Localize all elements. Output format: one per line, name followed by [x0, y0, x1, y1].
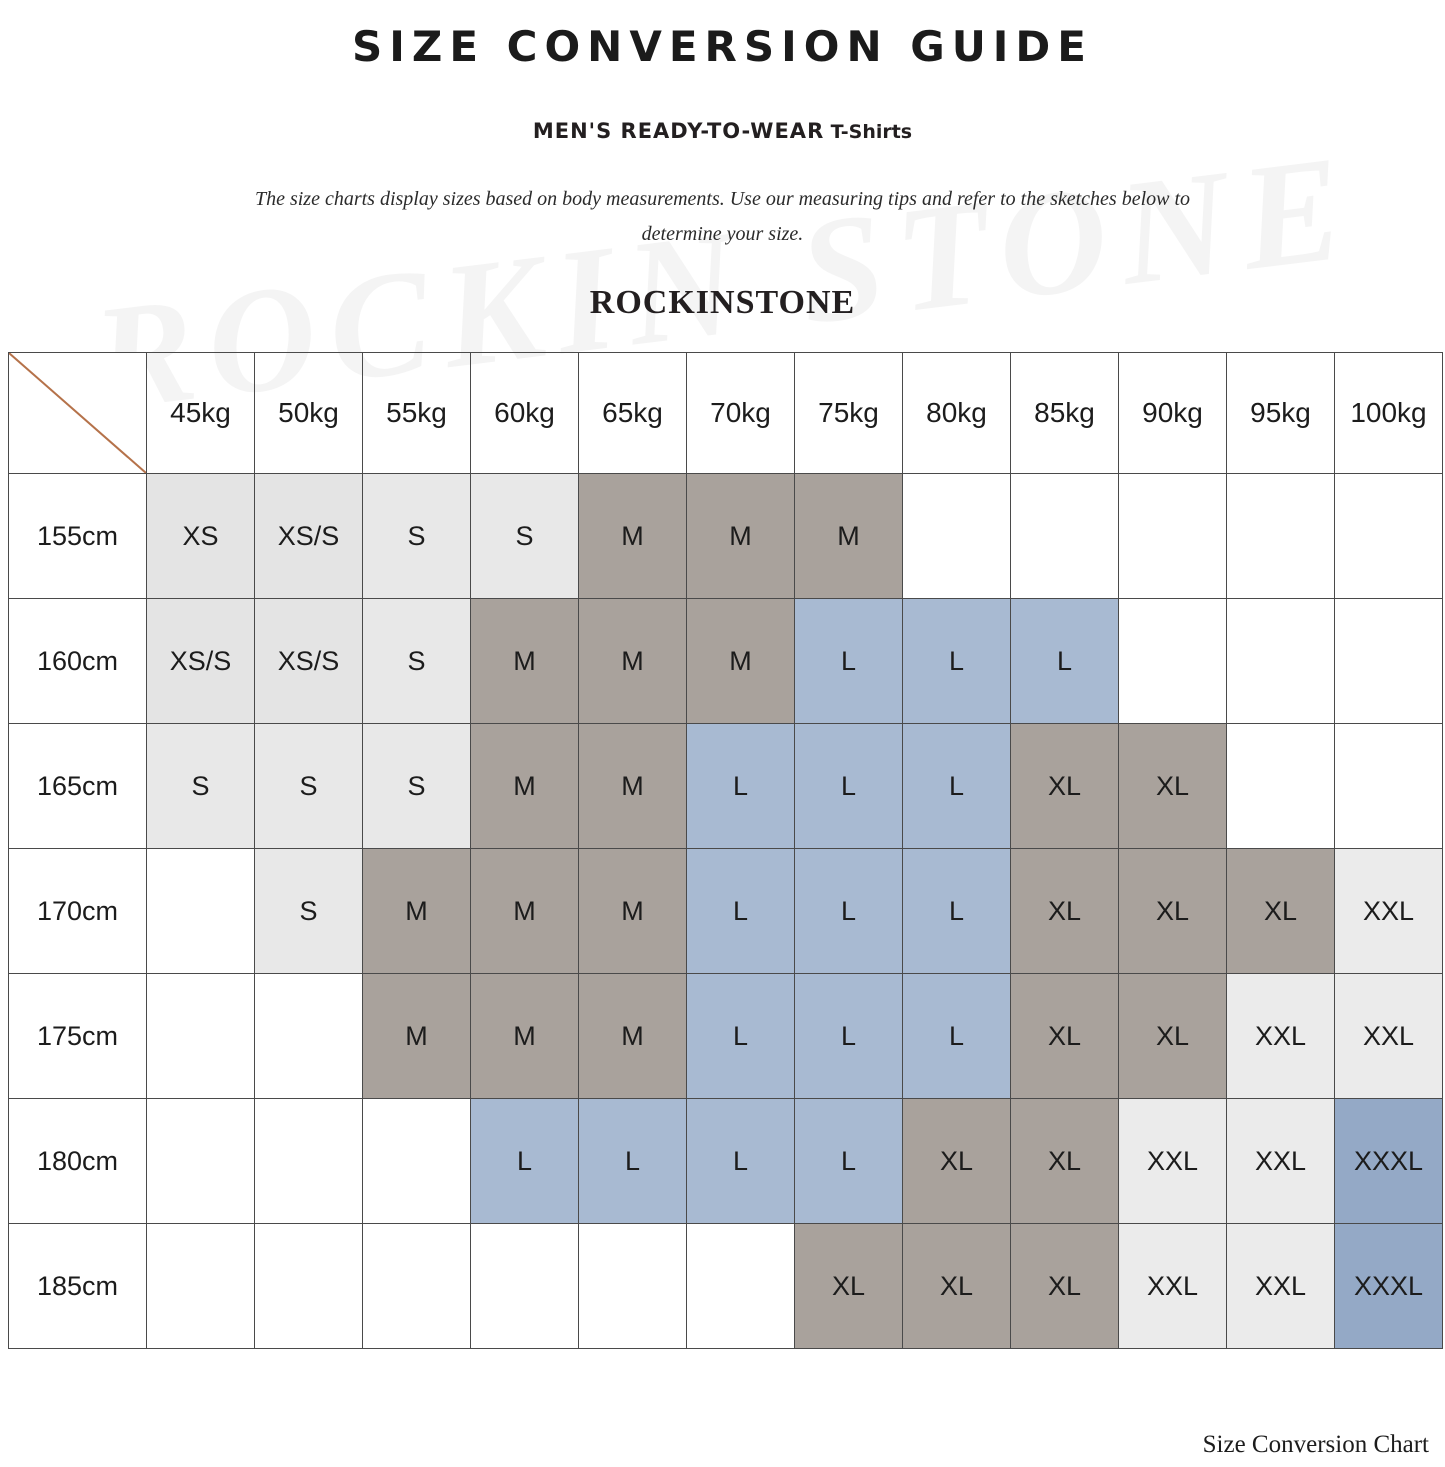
table-row — [9, 849, 1443, 974]
size-cell: L — [903, 849, 1011, 974]
size-cell: L — [687, 849, 795, 974]
column-header: 45kg — [147, 353, 255, 474]
size-cell: XL — [1119, 974, 1227, 1099]
size-cell: L — [903, 724, 1011, 849]
size-cell: M — [579, 849, 687, 974]
size-cell: M — [687, 474, 795, 599]
size-cell: XL — [1011, 849, 1119, 974]
size-cell: L — [687, 724, 795, 849]
size-cell: XXL — [1119, 1099, 1227, 1224]
column-header: 90kg — [1119, 353, 1227, 474]
subtitle-category: MEN'S READY-TO-WEAR — [532, 119, 825, 143]
size-cell — [579, 1224, 687, 1349]
row-header: 160cm — [9, 599, 147, 724]
size-cell: S — [363, 724, 471, 849]
size-cell — [255, 1099, 363, 1224]
row-header: 175cm — [9, 974, 147, 1099]
size-cell — [1227, 724, 1335, 849]
column-header: 50kg — [255, 353, 363, 474]
table-header-row — [9, 353, 1443, 474]
size-cell — [1335, 599, 1443, 724]
table-row — [9, 599, 1443, 724]
size-cell: M — [687, 599, 795, 724]
size-cell: L — [795, 1099, 903, 1224]
size-cell: M — [363, 974, 471, 1099]
size-cell: S — [255, 724, 363, 849]
footer-caption: Size Conversion Chart — [1202, 1431, 1429, 1458]
size-cell — [1335, 724, 1443, 849]
size-cell: M — [579, 474, 687, 599]
table-row — [9, 1224, 1443, 1349]
size-cell: XL — [1119, 724, 1227, 849]
size-cell: S — [471, 474, 579, 599]
page-title: SIZE CONVERSION GUIDE — [352, 22, 1093, 71]
size-cell: L — [795, 849, 903, 974]
size-cell — [471, 1224, 579, 1349]
diagonal-divider-icon — [9, 353, 146, 473]
size-cell: XL — [795, 1224, 903, 1349]
column-header: 85kg — [1011, 353, 1119, 474]
size-cell — [363, 1224, 471, 1349]
size-cell: M — [471, 849, 579, 974]
size-cell: M — [579, 599, 687, 724]
table-row — [9, 474, 1443, 599]
column-header: 75kg — [795, 353, 903, 474]
row-header: 180cm — [9, 1099, 147, 1224]
size-cell: M — [363, 849, 471, 974]
column-header: 60kg — [471, 353, 579, 474]
size-cell: XS/S — [255, 599, 363, 724]
size-cell: L — [903, 974, 1011, 1099]
size-cell: XS/S — [255, 474, 363, 599]
size-cell: L — [471, 1099, 579, 1224]
row-header: 185cm — [9, 1224, 147, 1349]
size-cell: M — [579, 974, 687, 1099]
column-header: 70kg — [687, 353, 795, 474]
size-cell — [147, 974, 255, 1099]
size-cell — [147, 1099, 255, 1224]
column-header: 55kg — [363, 353, 471, 474]
size-cell: XL — [903, 1224, 1011, 1349]
size-cell — [1227, 599, 1335, 724]
table-head — [9, 353, 1443, 474]
size-cell: L — [579, 1099, 687, 1224]
size-cell: XXXL — [1335, 1099, 1443, 1224]
size-cell: S — [255, 849, 363, 974]
table-row — [9, 974, 1443, 1099]
size-cell: M — [471, 974, 579, 1099]
size-cell — [147, 849, 255, 974]
size-cell — [1119, 599, 1227, 724]
size-cell — [363, 1099, 471, 1224]
page-subtitle — [0, 119, 1445, 144]
size-cell: L — [795, 724, 903, 849]
size-cell: L — [795, 599, 903, 724]
size-cell: XL — [1011, 1224, 1119, 1349]
size-cell: XXL — [1227, 974, 1335, 1099]
size-cell: XL — [1011, 1099, 1119, 1224]
page-description: The size charts display sizes based on body measurements. Use our measuring tips and refer to the sketches below to determine your size. — [254, 188, 1191, 245]
size-table-container — [0, 352, 1445, 1349]
size-cell: XL — [903, 1099, 1011, 1224]
size-conversion-table — [8, 352, 1443, 1349]
size-cell: XXXL — [1335, 1224, 1443, 1349]
size-cell — [1119, 474, 1227, 599]
size-cell: XS — [147, 474, 255, 599]
table-corner-cell — [9, 353, 147, 474]
size-cell — [255, 1224, 363, 1349]
column-header: 100kg — [1335, 353, 1443, 474]
column-header: 80kg — [903, 353, 1011, 474]
size-cell: M — [579, 724, 687, 849]
size-cell: L — [687, 1099, 795, 1224]
size-cell: XL — [1011, 724, 1119, 849]
row-header: 170cm — [9, 849, 147, 974]
size-cell: XS/S — [147, 599, 255, 724]
row-header: 165cm — [9, 724, 147, 849]
size-cell: XL — [1119, 849, 1227, 974]
size-cell: XL — [1011, 974, 1119, 1099]
size-cell: M — [471, 724, 579, 849]
size-cell: M — [471, 599, 579, 724]
size-cell — [1227, 474, 1335, 599]
size-cell: XXL — [1335, 849, 1443, 974]
table-body — [9, 474, 1443, 1349]
size-guide-page — [0, 22, 1445, 1349]
size-cell — [687, 1224, 795, 1349]
size-cell: S — [147, 724, 255, 849]
size-cell: L — [903, 599, 1011, 724]
size-cell: XXL — [1227, 1099, 1335, 1224]
column-header: 95kg — [1227, 353, 1335, 474]
subtitle-product: T-Shirts — [830, 121, 913, 143]
size-cell: S — [363, 474, 471, 599]
size-cell — [147, 1224, 255, 1349]
size-cell — [903, 474, 1011, 599]
size-cell: XXL — [1119, 1224, 1227, 1349]
size-cell: M — [795, 474, 903, 599]
table-row — [9, 1099, 1443, 1224]
brand-name: ROCKINSTONE — [589, 284, 856, 321]
size-cell — [1335, 474, 1443, 599]
table-row — [9, 724, 1443, 849]
size-cell: L — [795, 974, 903, 1099]
size-cell: L — [687, 974, 795, 1099]
size-cell: XL — [1227, 849, 1335, 974]
size-cell: XXL — [1227, 1224, 1335, 1349]
size-cell — [1011, 474, 1119, 599]
column-header: 65kg — [579, 353, 687, 474]
size-cell — [255, 974, 363, 1099]
row-header: 155cm — [9, 474, 147, 599]
size-cell: L — [1011, 599, 1119, 724]
size-cell: S — [363, 599, 471, 724]
size-cell: XXL — [1335, 974, 1443, 1099]
